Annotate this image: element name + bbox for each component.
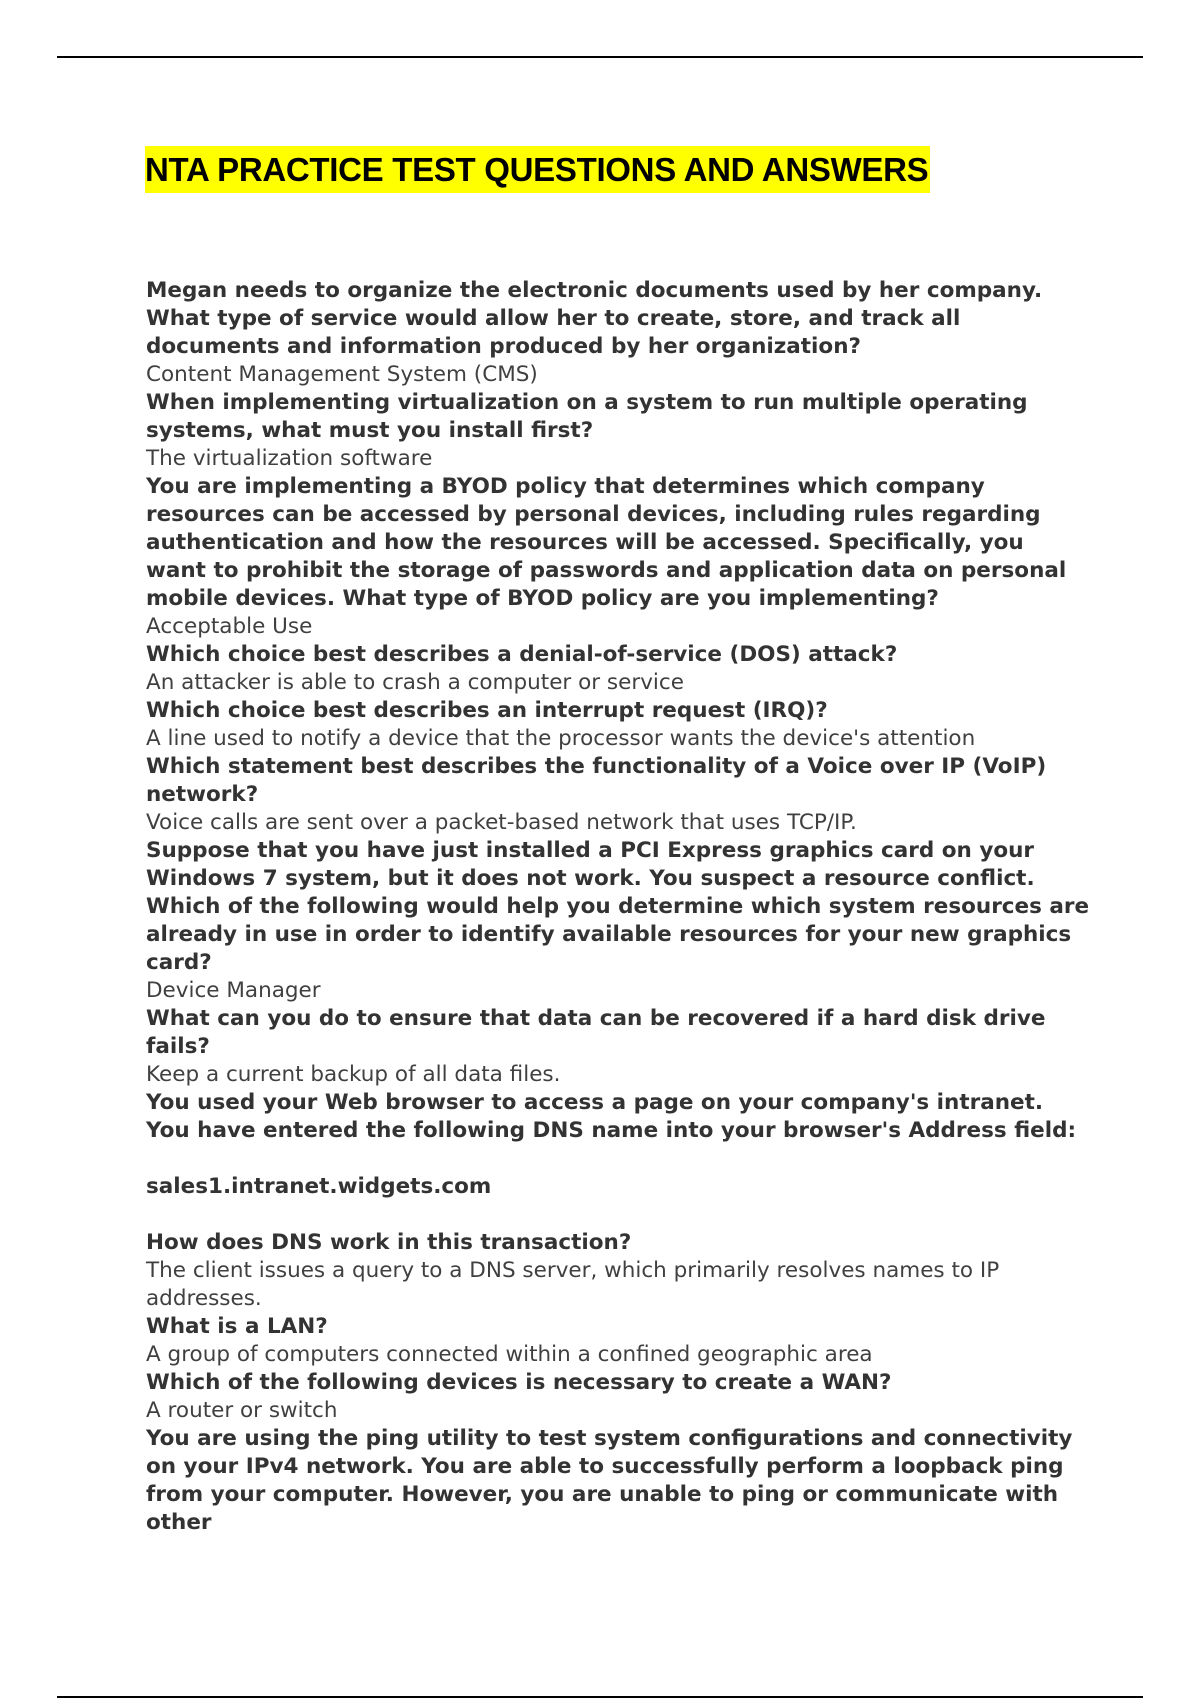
answer-2: The virtualization software xyxy=(146,446,433,471)
question-4: Which choice best describes a denial-of-service (DOS) attack? xyxy=(146,642,898,667)
question-6: Which statement best describes the functionality of a Voice over IP (VoIP) network? xyxy=(146,754,1047,807)
answer-3: Acceptable Use xyxy=(146,614,313,639)
answer-7: Device Manager xyxy=(146,978,321,1003)
answer-4: An attacker is able to crash a computer or service xyxy=(146,670,684,695)
answer-11: A router or switch xyxy=(146,1398,338,1423)
answer-6: Voice calls are sent over a packet-based network that uses TCP/IP. xyxy=(146,810,857,835)
question-9-intro: You used your Web browser to access a page on your company's intranet. You have entered the following DNS name into your browser's Address field: xyxy=(146,1090,1077,1143)
qa-list xyxy=(146,277,1091,1537)
spacer xyxy=(146,1145,1091,1173)
answer-10: A group of computers connected within a confined geographic area xyxy=(146,1342,873,1367)
title-block xyxy=(145,146,930,193)
spacer xyxy=(146,1201,1091,1229)
answer-9: The client issues a query to a DNS server, which primarily resolves names to IP addresses. xyxy=(146,1258,1000,1311)
bottom-rule xyxy=(57,1696,1143,1698)
question-5: Which choice best describes an interrupt request (IRQ)? xyxy=(146,698,828,723)
question-11: Which of the following devices is necessary to create a WAN? xyxy=(146,1370,892,1395)
answer-5: A line used to notify a device that the processor wants the device's attention xyxy=(146,726,976,751)
answer-1: Content Management System (CMS) xyxy=(146,362,538,387)
document-title: NTA PRACTICE TEST QUESTIONS AND ANSWERS xyxy=(145,146,930,193)
question-2: When implementing virtualization on a system to run multiple operating systems, what must you install first? xyxy=(146,390,1028,443)
question-9-hostname: sales1.intranet.widgets.com xyxy=(146,1174,492,1199)
question-7: Suppose that you have just installed a PCI Express graphics card on your Windows 7 system, but it does not work. You suspect a resource conflict. Which of the following would help you determine which system resources are already in use in order to identify available resources for your new graphics card? xyxy=(146,838,1090,975)
question-1: Megan needs to organize the electronic documents used by her company. What type of service would allow her to create, store, and track all documents and information produced by her organization? xyxy=(146,278,1043,359)
top-rule xyxy=(57,56,1143,58)
question-3: You are implementing a BYOD policy that determines which company resources can be accessed by personal devices, including rules regarding authentication and how the resources will be accessed. Specifically, you want to prohibit the storage of passwords and application data on personal mobile devices. What type of BYOD policy are you implementing? xyxy=(146,474,1067,611)
question-9-prompt: How does DNS work in this transaction? xyxy=(146,1230,632,1255)
answer-8: Keep a current backup of all data files. xyxy=(146,1062,561,1087)
question-10: What is a LAN? xyxy=(146,1314,328,1339)
question-12: You are using the ping utility to test system configurations and connectivity on your IPv4 network. You are able to successfully perform a loopback ping from your computer. However, you are unable to ping or communicate with other xyxy=(146,1426,1073,1535)
question-8: What can you do to ensure that data can be recovered if a hard disk drive fails? xyxy=(146,1006,1046,1059)
